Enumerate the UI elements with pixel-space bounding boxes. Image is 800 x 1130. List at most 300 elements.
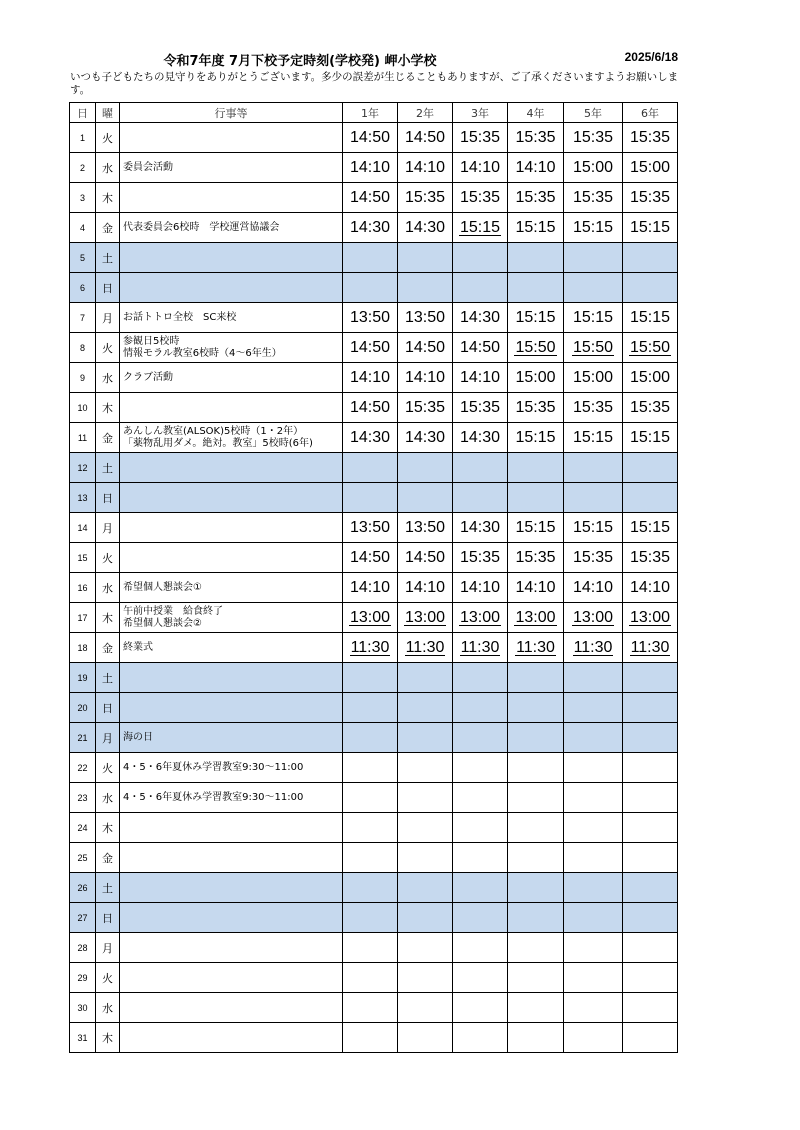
table-row <box>70 603 678 633</box>
day-cell: 12 <box>70 453 96 483</box>
day-cell: 8 <box>70 333 96 363</box>
grade-3-time-cell <box>453 753 508 783</box>
grade-4-time-cell <box>508 813 564 843</box>
table-row <box>70 333 678 363</box>
weekday-cell: 水 <box>96 153 120 183</box>
dismissal-time: 15:35 <box>404 398 446 416</box>
dismissal-time: 15:15 <box>572 428 614 446</box>
event-cell: 参観日5校時 情報モラル教室6校時（4～6年生） <box>120 333 343 363</box>
grade-5-time-cell <box>564 723 623 753</box>
grade-6-time-cell <box>623 543 678 573</box>
table-row <box>70 483 678 513</box>
grade-4-time-cell <box>508 723 564 753</box>
grade-4-time-cell <box>508 273 564 303</box>
header-grade-2: 2年 <box>398 103 453 123</box>
event-cell <box>120 243 343 273</box>
grade-4-time-cell <box>508 573 564 603</box>
event-cell <box>120 873 343 903</box>
dismissal-time: 14:10 <box>572 578 614 596</box>
grade-4-time-cell <box>508 873 564 903</box>
dismissal-time: 11:30 <box>460 638 500 656</box>
table-header-row <box>70 103 678 123</box>
dismissal-time: 14:30 <box>349 428 391 446</box>
event-cell: 午前中授業 給食終了 希望個人懇談会② <box>120 603 343 633</box>
table-row <box>70 963 678 993</box>
grade-1-time-cell <box>343 273 398 303</box>
grade-4-time-cell <box>508 393 564 423</box>
table-row <box>70 543 678 573</box>
grade-1-time-cell <box>343 363 398 393</box>
grade-4-time-cell <box>508 423 564 453</box>
dismissal-time: 15:35 <box>629 188 671 206</box>
grade-5-time-cell <box>564 693 623 723</box>
weekday-cell: 木 <box>96 813 120 843</box>
table-row <box>70 903 678 933</box>
grade-2-time-cell <box>398 633 453 663</box>
grade-6-time-cell <box>623 273 678 303</box>
grade-4-time-cell <box>508 843 564 873</box>
dismissal-time: 15:00 <box>515 368 556 386</box>
event-cell: 希望個人懇談会① <box>120 573 343 603</box>
event-cell <box>120 483 343 513</box>
dismissal-time: 14:50 <box>404 128 446 146</box>
dismissal-time: 14:10 <box>404 578 446 596</box>
grade-6-time-cell <box>623 303 678 333</box>
dismissal-time: 15:35 <box>629 128 671 146</box>
grade-1-time-cell <box>343 483 398 513</box>
dismissal-time: 14:30 <box>459 518 501 536</box>
dismissal-time: 15:15 <box>515 518 556 536</box>
day-cell: 3 <box>70 183 96 213</box>
grade-2-time-cell <box>398 573 453 603</box>
weekday-cell: 火 <box>96 963 120 993</box>
grade-2-time-cell <box>398 423 453 453</box>
grade-6-time-cell <box>623 453 678 483</box>
dismissal-time: 14:10 <box>349 368 391 386</box>
table-row <box>70 123 678 153</box>
weekday-cell: 土 <box>96 663 120 693</box>
table-row <box>70 813 678 843</box>
grade-6-time-cell <box>623 123 678 153</box>
weekday-cell: 火 <box>96 333 120 363</box>
grade-1-time-cell <box>343 663 398 693</box>
header-grade-1: 1年 <box>343 103 398 123</box>
grade-3-time-cell <box>453 483 508 513</box>
table-row <box>70 993 678 1023</box>
event-cell <box>120 1023 343 1053</box>
dismissal-time: 15:35 <box>572 188 614 206</box>
table-row <box>70 933 678 963</box>
grade-3-time-cell <box>453 603 508 633</box>
grade-3-time-cell <box>453 903 508 933</box>
grade-5-time-cell <box>564 363 623 393</box>
event-cell <box>120 543 343 573</box>
table-row <box>70 573 678 603</box>
grade-2-time-cell <box>398 303 453 333</box>
dismissal-time: 15:15 <box>515 218 556 236</box>
weekday-cell: 木 <box>96 1023 120 1053</box>
grade-5-time-cell <box>564 903 623 933</box>
dismissal-time: 14:50 <box>404 338 446 356</box>
document-date: 2025/6/18 <box>624 50 678 64</box>
grade-6-time-cell <box>623 483 678 513</box>
weekday-cell: 土 <box>96 873 120 903</box>
dismissal-time: 15:00 <box>629 368 671 386</box>
header-grade-6: 6年 <box>623 103 678 123</box>
day-cell: 21 <box>70 723 96 753</box>
grade-6-time-cell <box>623 333 678 363</box>
weekday-cell: 日 <box>96 693 120 723</box>
event-cell <box>120 663 343 693</box>
grade-1-time-cell <box>343 123 398 153</box>
grade-4-time-cell <box>508 963 564 993</box>
grade-1-time-cell <box>343 243 398 273</box>
day-cell: 29 <box>70 963 96 993</box>
day-cell: 28 <box>70 933 96 963</box>
event-cell <box>120 513 343 543</box>
grade-1-time-cell <box>343 153 398 183</box>
grade-2-time-cell <box>398 213 453 243</box>
grade-2-time-cell <box>398 183 453 213</box>
table-row <box>70 303 678 333</box>
grade-2-time-cell <box>398 1023 453 1053</box>
grade-5-time-cell <box>564 453 623 483</box>
grade-1-time-cell <box>343 573 398 603</box>
grade-2-time-cell <box>398 333 453 363</box>
grade-3-time-cell <box>453 303 508 333</box>
grade-1-time-cell <box>343 843 398 873</box>
grade-4-time-cell <box>508 483 564 513</box>
weekday-cell: 日 <box>96 273 120 303</box>
grade-3-time-cell <box>453 693 508 723</box>
weekday-cell: 木 <box>96 393 120 423</box>
schedule-body <box>70 123 678 1053</box>
table-row <box>70 393 678 423</box>
grade-2-time-cell <box>398 813 453 843</box>
day-cell: 4 <box>70 213 96 243</box>
grade-6-time-cell <box>623 783 678 813</box>
day-cell: 31 <box>70 1023 96 1053</box>
dismissal-time: 14:10 <box>515 578 556 596</box>
table-row <box>70 273 678 303</box>
day-cell: 27 <box>70 903 96 933</box>
grade-4-time-cell <box>508 243 564 273</box>
dismissal-time: 14:30 <box>459 308 501 326</box>
grade-2-time-cell <box>398 243 453 273</box>
grade-5-time-cell <box>564 153 623 183</box>
grade-6-time-cell <box>623 153 678 183</box>
event-cell <box>120 393 343 423</box>
grade-2-time-cell <box>398 153 453 183</box>
grade-1-time-cell <box>343 423 398 453</box>
dismissal-time: 14:10 <box>404 158 446 176</box>
dismissal-time: 15:35 <box>515 128 556 146</box>
grade-5-time-cell <box>564 873 623 903</box>
grade-1-time-cell <box>343 903 398 933</box>
table-row <box>70 663 678 693</box>
grade-2-time-cell <box>398 663 453 693</box>
dismissal-time: 11:30 <box>350 638 390 656</box>
grade-5-time-cell <box>564 273 623 303</box>
grade-5-time-cell <box>564 543 623 573</box>
day-cell: 24 <box>70 813 96 843</box>
day-cell: 2 <box>70 153 96 183</box>
dismissal-time: 14:10 <box>459 158 501 176</box>
grade-6-time-cell <box>623 393 678 423</box>
grade-3-time-cell <box>453 183 508 213</box>
day-cell: 18 <box>70 633 96 663</box>
grade-5-time-cell <box>564 783 623 813</box>
dismissal-time: 13:00 <box>629 608 671 626</box>
table-row <box>70 183 678 213</box>
grade-3-time-cell <box>453 243 508 273</box>
grade-4-time-cell <box>508 513 564 543</box>
dismissal-time: 14:50 <box>459 338 501 356</box>
grade-2-time-cell <box>398 873 453 903</box>
event-cell <box>120 273 343 303</box>
grade-2-time-cell <box>398 363 453 393</box>
dismissal-time: 15:50 <box>572 338 614 356</box>
dismissal-time: 14:10 <box>459 578 501 596</box>
grade-4-time-cell <box>508 783 564 813</box>
weekday-cell: 月 <box>96 303 120 333</box>
grade-1-time-cell <box>343 933 398 963</box>
event-cell <box>120 933 343 963</box>
weekday-cell: 水 <box>96 783 120 813</box>
weekday-cell: 土 <box>96 453 120 483</box>
dismissal-time: 14:10 <box>349 578 391 596</box>
grade-5-time-cell <box>564 663 623 693</box>
grade-4-time-cell <box>508 1023 564 1053</box>
day-cell: 23 <box>70 783 96 813</box>
grade-3-time-cell <box>453 153 508 183</box>
dismissal-time: 14:10 <box>629 578 671 596</box>
day-cell: 26 <box>70 873 96 903</box>
grade-4-time-cell <box>508 663 564 693</box>
grade-5-time-cell <box>564 1023 623 1053</box>
grade-1-time-cell <box>343 783 398 813</box>
grade-4-time-cell <box>508 153 564 183</box>
grade-5-time-cell <box>564 573 623 603</box>
event-cell: 海の日 <box>120 723 343 753</box>
grade-6-time-cell <box>623 513 678 543</box>
dismissal-time: 15:15 <box>629 518 671 536</box>
dismissal-time: 15:15 <box>515 428 556 446</box>
weekday-cell: 金 <box>96 213 120 243</box>
event-cell: あんしん教室(ALSOK)5校時（1・2年） 「薬物乱用ダメ。絶対。教室」5校時(6年) <box>120 423 343 453</box>
weekday-cell: 火 <box>96 123 120 153</box>
day-cell: 10 <box>70 393 96 423</box>
day-cell: 7 <box>70 303 96 333</box>
grade-5-time-cell <box>564 843 623 873</box>
grade-4-time-cell <box>508 903 564 933</box>
grade-4-time-cell <box>508 993 564 1023</box>
dismissal-time: 15:35 <box>404 188 446 206</box>
dismissal-time: 14:10 <box>404 368 446 386</box>
grade-1-time-cell <box>343 633 398 663</box>
table-row <box>70 513 678 543</box>
grade-6-time-cell <box>623 423 678 453</box>
grade-1-time-cell <box>343 333 398 363</box>
dismissal-time: 14:50 <box>404 548 446 566</box>
grade-5-time-cell <box>564 183 623 213</box>
dismissal-time: 15:00 <box>629 158 671 176</box>
table-row <box>70 453 678 483</box>
grade-5-time-cell <box>564 753 623 783</box>
dismissal-time: 15:15 <box>572 308 614 326</box>
grade-6-time-cell <box>623 963 678 993</box>
dismissal-time: 14:10 <box>349 158 391 176</box>
dismissal-time: 15:15 <box>629 218 671 236</box>
dismissal-time: 11:30 <box>516 638 555 656</box>
grade-3-time-cell <box>453 933 508 963</box>
dismissal-time: 15:35 <box>459 548 501 566</box>
dismissal-time: 14:50 <box>349 398 391 416</box>
dismissal-time: 15:15 <box>629 308 671 326</box>
grade-3-time-cell <box>453 453 508 483</box>
event-cell <box>120 993 343 1023</box>
grade-6-time-cell <box>623 1023 678 1053</box>
grade-5-time-cell <box>564 393 623 423</box>
dismissal-time: 13:00 <box>459 608 501 626</box>
grade-3-time-cell <box>453 573 508 603</box>
grade-2-time-cell <box>398 543 453 573</box>
grade-6-time-cell <box>623 573 678 603</box>
event-cell: 委員会活動 <box>120 153 343 183</box>
grade-2-time-cell <box>398 903 453 933</box>
grade-6-time-cell <box>623 723 678 753</box>
event-cell: 4・5・6年夏休み学習教室9:30～11:00 <box>120 783 343 813</box>
grade-1-time-cell <box>343 993 398 1023</box>
table-row <box>70 753 678 783</box>
grade-6-time-cell <box>623 903 678 933</box>
grade-3-time-cell <box>453 873 508 903</box>
weekday-cell: 水 <box>96 573 120 603</box>
day-cell: 11 <box>70 423 96 453</box>
weekday-cell: 火 <box>96 543 120 573</box>
header-weekday: 曜 <box>96 103 120 123</box>
grade-5-time-cell <box>564 993 623 1023</box>
table-row <box>70 693 678 723</box>
day-cell: 20 <box>70 693 96 723</box>
grade-6-time-cell <box>623 363 678 393</box>
day-cell: 15 <box>70 543 96 573</box>
event-cell <box>120 453 343 483</box>
grade-5-time-cell <box>564 333 623 363</box>
grade-1-time-cell <box>343 813 398 843</box>
grade-1-time-cell <box>343 963 398 993</box>
dismissal-time: 13:00 <box>572 608 614 626</box>
grade-6-time-cell <box>623 933 678 963</box>
grade-1-time-cell <box>343 753 398 783</box>
dismissal-time: 15:35 <box>572 398 614 416</box>
grade-4-time-cell <box>508 363 564 393</box>
day-cell: 25 <box>70 843 96 873</box>
header-grade-4: 4年 <box>508 103 564 123</box>
dismissal-time: 14:50 <box>349 338 391 356</box>
event-cell: クラブ活動 <box>120 363 343 393</box>
dismissal-time: 15:15 <box>572 218 614 236</box>
dismissal-time: 15:15 <box>629 428 671 446</box>
grade-6-time-cell <box>623 813 678 843</box>
day-cell: 13 <box>70 483 96 513</box>
table-row <box>70 213 678 243</box>
dismissal-time: 14:10 <box>515 158 556 176</box>
grade-5-time-cell <box>564 813 623 843</box>
weekday-cell: 木 <box>96 183 120 213</box>
event-cell <box>120 123 343 153</box>
grade-3-time-cell <box>453 273 508 303</box>
grade-3-time-cell <box>453 843 508 873</box>
weekday-cell: 水 <box>96 993 120 1023</box>
table-row <box>70 843 678 873</box>
dismissal-time: 14:10 <box>459 368 501 386</box>
grade-4-time-cell <box>508 213 564 243</box>
grade-3-time-cell <box>453 633 508 663</box>
dismissal-time: 15:35 <box>629 548 671 566</box>
table-row <box>70 1023 678 1053</box>
grade-6-time-cell <box>623 873 678 903</box>
grade-5-time-cell <box>564 933 623 963</box>
dismissal-time: 13:50 <box>404 518 446 536</box>
grade-2-time-cell <box>398 963 453 993</box>
weekday-cell: 土 <box>96 243 120 273</box>
grade-5-time-cell <box>564 603 623 633</box>
grade-1-time-cell <box>343 1023 398 1053</box>
grade-2-time-cell <box>398 393 453 423</box>
grade-2-time-cell <box>398 933 453 963</box>
grade-2-time-cell <box>398 693 453 723</box>
dismissal-time: 15:35 <box>515 398 556 416</box>
table-row <box>70 363 678 393</box>
day-cell: 6 <box>70 273 96 303</box>
grade-2-time-cell <box>398 843 453 873</box>
dismissal-time: 14:50 <box>349 128 391 146</box>
dismissal-time: 15:15 <box>515 308 556 326</box>
grade-3-time-cell <box>453 663 508 693</box>
weekday-cell: 金 <box>96 633 120 663</box>
dismissal-time: 11:30 <box>573 638 613 656</box>
dismissal-time: 15:00 <box>572 368 614 386</box>
dismissal-time: 13:50 <box>349 518 391 536</box>
dismissal-time: 15:35 <box>515 188 556 206</box>
day-cell: 16 <box>70 573 96 603</box>
weekday-cell: 月 <box>96 513 120 543</box>
grade-2-time-cell <box>398 723 453 753</box>
table-row <box>70 783 678 813</box>
dismissal-time: 15:35 <box>572 548 614 566</box>
event-cell <box>120 903 343 933</box>
dismissal-time: 13:50 <box>404 308 446 326</box>
grade-3-time-cell <box>453 213 508 243</box>
dismissal-time: 13:00 <box>404 608 446 626</box>
grade-5-time-cell <box>564 213 623 243</box>
dismissal-time: 11:30 <box>630 638 670 656</box>
grade-6-time-cell <box>623 843 678 873</box>
dismissal-time: 13:00 <box>349 608 391 626</box>
grade-2-time-cell <box>398 123 453 153</box>
grade-3-time-cell <box>453 543 508 573</box>
grade-2-time-cell <box>398 993 453 1023</box>
grade-4-time-cell <box>508 753 564 783</box>
header-events: 行事等 <box>120 103 343 123</box>
document-title: 令和7年度 7月下校予定時刻(学校発) 岬小学校 <box>163 54 437 69</box>
dismissal-time: 15:00 <box>572 158 614 176</box>
grade-6-time-cell <box>623 753 678 783</box>
grade-6-time-cell <box>623 243 678 273</box>
grade-2-time-cell <box>398 783 453 813</box>
grade-6-time-cell <box>623 183 678 213</box>
